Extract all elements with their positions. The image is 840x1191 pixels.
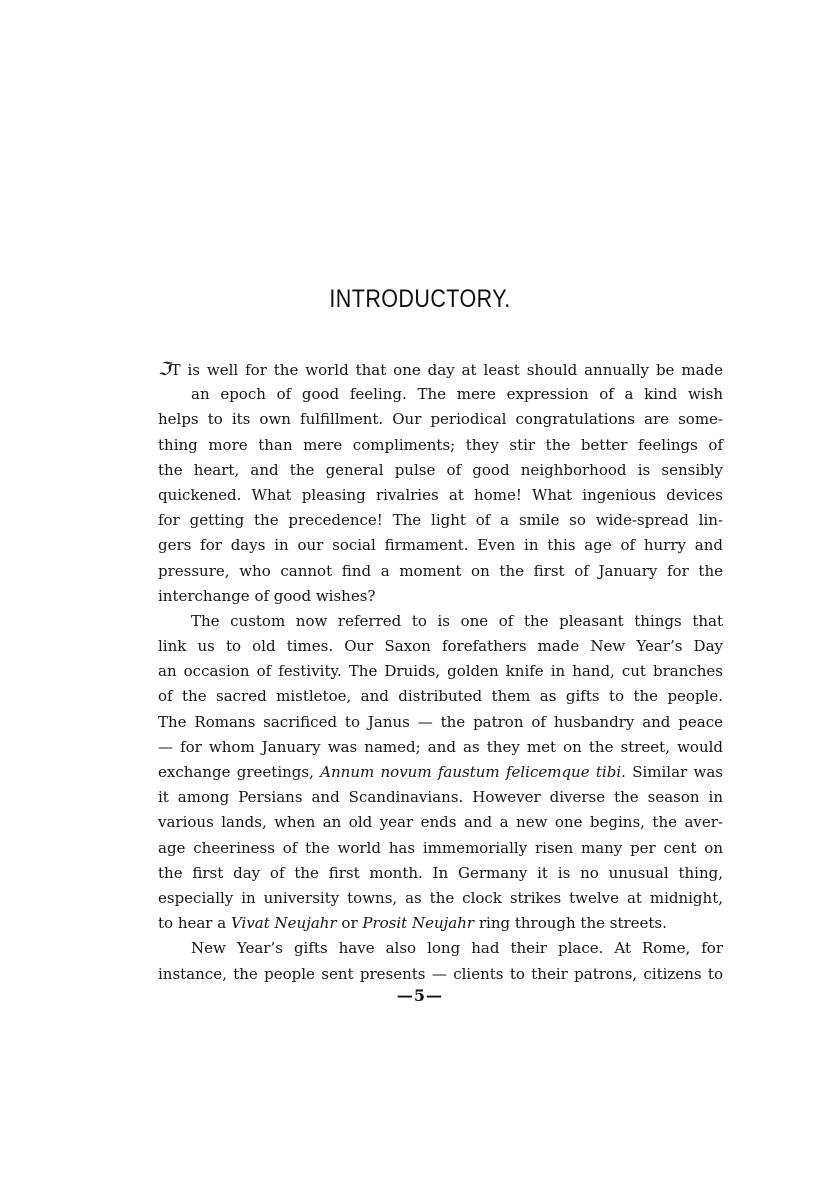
text-line: of the sacred mistletoe, and distributed them as gifts to the people. [158, 687, 723, 706]
paragraph-2 [158, 609, 723, 936]
text-line: especially in university towns, as the clock strikes twelve at midnight, [158, 888, 723, 907]
text-line: helps to its own fulfillment. Our periodical congratulations are some- [158, 410, 723, 429]
text-line: quickened. What pleasing rivalries at home! What ingenious devices [158, 485, 723, 504]
text-line: New Year’s gifts have also long had their place. At Rome, for [191, 939, 723, 958]
text-line: gers for days in our social firmament. Even in this age of hurry and [158, 536, 723, 555]
drop-cap: ℑ [158, 359, 171, 380]
text-line: thing more than mere compliments; they stir the better feelings of [158, 435, 723, 454]
text-line: for getting the precedence! The light of a smile so wide-spread lin- [158, 511, 723, 530]
text-line: the first day of the first month. In Germany it is no unusual thing, [158, 863, 723, 882]
paragraph-1 [158, 357, 723, 609]
text-line: various lands, when an old year ends and a new one begins, the aver- [158, 813, 723, 832]
page-number: —5— [396, 986, 444, 1005]
chapter-title: INTRODUCTORY. [329, 285, 511, 313]
text-line: pressure, who cannot find a moment on the first of January for the [158, 561, 723, 580]
text-line: interchange of good wishes? [158, 586, 376, 605]
text-line: exchange greetings, Annum novum faustum felicemque tibi. Similar was [158, 763, 723, 781]
body-text [158, 357, 723, 987]
text-line: to hear a Vivat Neujahr or Prosit Neujahr ring through the streets. [158, 914, 667, 933]
text-line: an epoch of good feeling. The mere expression of a kind wish [191, 385, 723, 404]
text-line: the heart, and the general pulse of good neighborhood is sensibly [158, 460, 723, 479]
text-line: link us to old times. Our Saxon forefathers made New Year’s Day [158, 637, 723, 656]
text-line: it among Persians and Scandinavians. However diverse the season in [158, 788, 723, 807]
text-line: The custom now referred to is one of the pleasant things that [191, 611, 723, 630]
paragraph-3 [158, 936, 723, 986]
text-line: ℑT is well for the world that one day at least should annually be made [158, 359, 723, 380]
text-line: an occasion of festivity. The Druids, golden knife in hand, cut branches [158, 662, 723, 681]
text-line: — for whom January was named; and as they met on the street, would [158, 737, 723, 756]
text-line: The Romans sacrificed to Janus — the patron of husbandry and peace [158, 712, 723, 731]
text-line: instance, the people sent presents — clients to their patrons, citizens to [158, 964, 723, 983]
text-line: age cheeriness of the world has immemorially risen many per cent on [158, 838, 723, 857]
